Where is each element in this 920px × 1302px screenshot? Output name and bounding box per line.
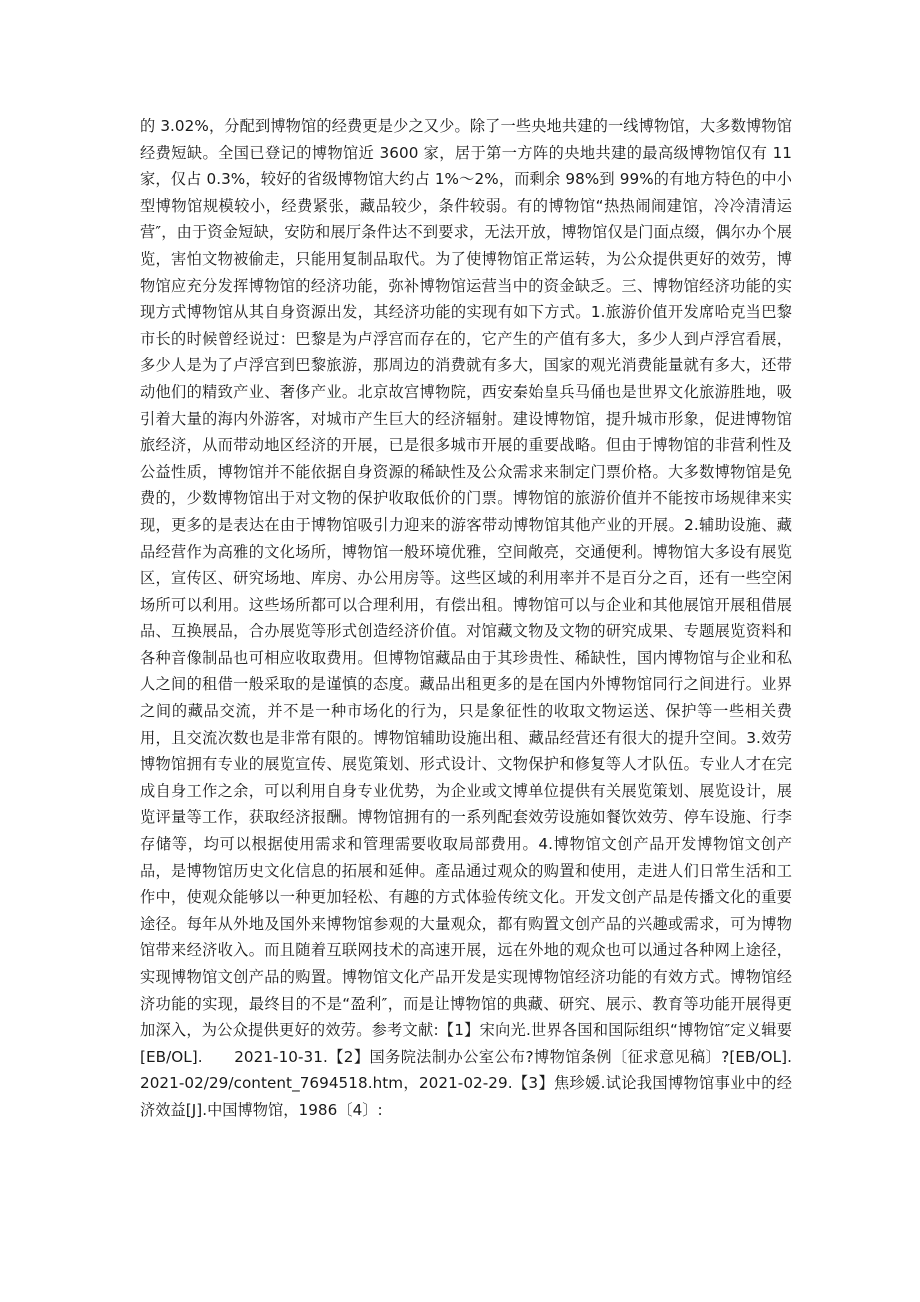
body-paragraph: 的 3.02%，分配到博物馆的经费更是少之又少。除了一些央地共建的一线博物馆，大多数博物馆经费短缺。全国已登记的博物馆近 3600 家，居于第一方阵的央地共建的最高级博物馆仅有 11 家，仅占 0.3%，较好的省级博物馆大约占 1%～2%，而剩余 98%到 99%的有地方特色的中小型博物馆规模较小，经费紧张，藏品较少，条件较弱。有的博物馆“热热闹闹建馆，冷冷清清运营″，由于资金短缺，安防和展厅条件达不到要求，无法开放，博物馆仅是门面点缀，偶尔办个展览，害怕文物被偷走，只能用复制品取代。为了使博物馆正常运转，为公众提供更好的效劳，博物馆应充分发挥博物馆的经济功能，弥补博物馆运营当中的资金缺乏。三、博物馆经济功能的实现方式博物馆从其自身资源出发，其经济功能的实现有如下方式。1.旅游价值开发席哈克当巴黎市长的时候曾经说过：巴黎是为卢浮宫而存在的，它产生的产值有多大，多少人到卢浮宫看展，多少人是为了卢浮宫到巴黎旅游，那周边的消费就有多大，国家的观光消费能量就有多大，还带动他们的精致产业、奢侈产业。北京故宫博物院，西安秦始皇兵马俑也是世界文化旅游胜地，吸引着大量的海内外游客，对城市产生巨大的经济辐射。建设博物馆，提升城市形象，促进博物馆旅经济，从而带动地区经济的开展，已是很多城市开展的重要战略。但由于博物馆的非营利性及公益性质，博物馆并不能依据自身资源的稀缺性及公众需求来制定门票价格。大多数博物馆是免费的，少数博物馆出于对文物的保护收取低价的门票。博物馆的旅游价值并不能按市场规律来实现，更多的是表达在由于博物馆吸引力迎来的游客带动博物馆其他产业的开展。2.辅助设施、藏品经营作为高雅的文化场所，博物馆一般环境优雅，空间敞亮，交通便利。博物馆大多设有展览区，宣传区、研究场地、库房、办公用房等。这些区域的利用率并不是百分之百，还有一些空闲场所可以利用。这些场所都可以合理利用，有偿出租。博物馆可以与企业和其他展馆开展租借展品、互换展品，合办展览等形式创造经济价值。对馆藏文物及文物的研究成果、专题展览资料和各种音像制品也可相应收取费用。但博物馆藏品由于其珍贵性、稀缺性，国内博物馆与企业和私人之间的租借一般采取的是谨慎的态度。藏品出租更多的是在国内外博物馆同行之间进行。业界之间的藏品交流，并不是一种市场化的行为，只是象征性的收取文物运送、保护等一些相关费用，且交流次数也是非常有限的。博物馆辅助设施出租、藏品经营还有很大的提升空间。3.效劳博物馆拥有专业的展览宣传、展览策划、形式设计、文物保护和修复等人才队伍。专业人才在完成自身工作之余，可以利用自身专业优势，为企业或文博单位提供有关展览策划、展览设计，展览评量等工作，获取经济报酬。博物馆拥有的一系列配套效劳设施如餐饮效劳、停车设施、行李存储等，均可以根据使用需求和管理需要收取局部费用。4.博物馆文创产品开发博物馆文创产品，是博物馆历史文化信息的拓展和延伸。產品通过观众的购置和使用，走进人们日常生活和工作中，使观众能够以一种更加轻松、有趣的方式体验传统文化。开发文创产品是传播文化的重要途径。每年从外地及国外来博物馆参观的大量观众，都有购置文创产品的兴趣或需求，可为博物馆带来经济收入。而且随着互联网技术的高速开展，远在外地的观众也可以通过各种网上途径，实现博物馆文创产品的购置。博物馆文化产品开发是实现博物馆经济功能的有效方式。博物馆经济功能的实现，最终目的不是“盈利″，而是让博物馆的典藏、研究、展示、教育等功能开展得更加深入，为公众提供更好的效劳。参考文献:【1】宋向光.世界各国和国际组织“博物馆″定义辑要[EB/OL]. 2021-10-31.【2】国务院法制办公室公布?博物馆条例〔征求意见稿〕?[EB/OL]. 2021-02/29/content_7694518.htm，2021-02-29.【3】焦珍媛.试论我国博物馆事业中的经济效益[J].中国博物馆，1986〔4〕:: [140, 117, 823, 1119]
document-page: [140, 113, 823, 1124]
